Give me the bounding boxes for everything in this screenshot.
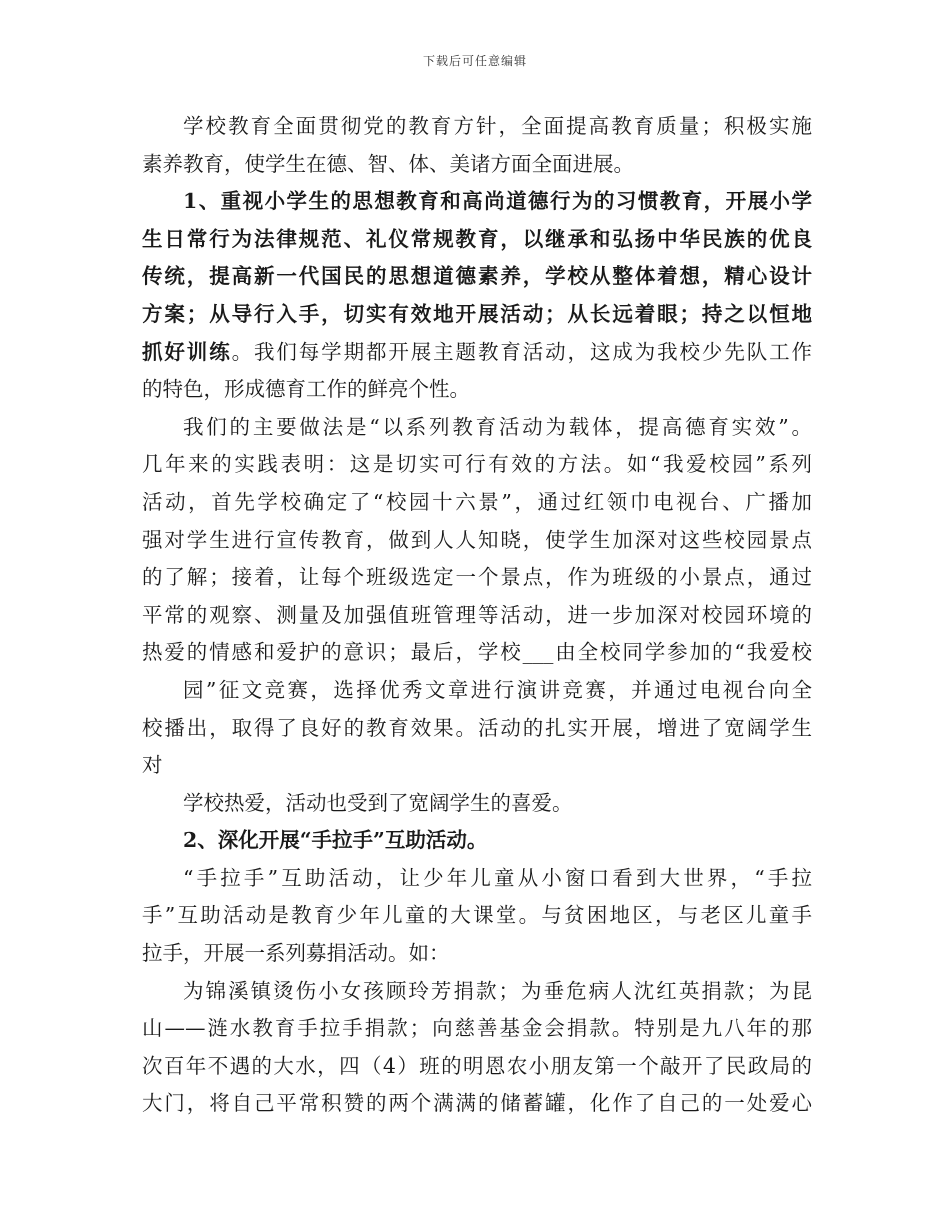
line-text: 对 <box>142 753 163 778</box>
line-text: 我们的主要做法是“以系列教育活动为载体，提高德育实效”。 <box>183 414 812 439</box>
text-line <box>142 409 812 447</box>
text-line <box>142 710 812 748</box>
line-text: 手”互助活动是教育少年儿童的大课堂。与贫困地区，与老区儿童手 <box>142 903 812 928</box>
line-text: 活动，首先学校确定了“校园十六景”，通过红领巾电视台、广播加 <box>142 489 812 514</box>
text-line <box>142 634 812 672</box>
text-line <box>142 334 812 372</box>
text-line <box>142 371 812 409</box>
line-text: 园”征文竞赛，选择优秀文章进行演讲竞赛，并通过电视台向全 <box>183 677 812 702</box>
page-header: 下载后可任意编辑 <box>422 54 527 68</box>
line-text: 次百年不遇的大水，四（4）班的明恩农小朋友第一个敲开了民政局的 <box>142 1053 812 1078</box>
line-text: 。我们每学期都开展主题教育活动，这成为我校少先队工作 <box>231 339 813 364</box>
line-text: 方案；从导行入手，切实有效地开展活动；从长远着眼；持之以恒地 <box>142 301 812 326</box>
line-text: 传统，提高新一代国民的思想道德素养，学校从整体着想，精心设计 <box>142 264 812 289</box>
text-line <box>142 935 812 973</box>
text-line <box>142 747 812 785</box>
body-text <box>142 108 812 1123</box>
text-line <box>142 1048 812 1086</box>
text-line <box>142 183 812 221</box>
line-text: 1、重视小学生的思想教育和高尚道德行为的习惯教育，开展小学 <box>183 189 812 214</box>
line-text: 校播出，取得了良好的教育效果。活动的扎实开展，增进了宽阔学生 <box>142 715 812 740</box>
text-line <box>142 672 812 710</box>
text-line <box>142 258 812 296</box>
line-text: 拉手，开展一系列募捐活动。如： <box>142 941 450 966</box>
line-text: 的特色，形成德育工作的鲜亮个性。 <box>142 377 470 402</box>
text-line <box>142 446 812 484</box>
line-text: 生日常行为法律规范、礼仪常规教育，以继承和弘扬中华民族的优良 <box>142 226 812 251</box>
line-text: 2、深化开展“手拉手”互助活动。 <box>183 828 488 853</box>
text-line <box>142 559 812 597</box>
line-text: “手拉手”互助活动，让少年儿童从小窗口看到大世界，“手拉 <box>183 865 812 890</box>
line-text: 学校热爱，活动也受到了宽阔学生的喜爱。 <box>183 790 573 815</box>
text-line <box>142 1085 812 1123</box>
text-line <box>142 860 812 898</box>
line-text: 几年来的实践表明：这是切实可行有效的方法。如“我爱校园”系列 <box>142 452 812 477</box>
line-text: 为锦溪镇烫伤小女孩顾玲芳捐款；为垂危病人沈红英捐款；为昆 <box>183 978 812 1003</box>
line-text: 强对学生进行宣传教育，做到人人知晓，使学生加深对这些校园景点 <box>142 527 812 552</box>
line-text: 平常的观察、测量及加强值班管理等活动，进一步加深对校园环境的 <box>142 602 812 627</box>
line-text: 的了解；接着，让每个班级选定一个景点，作为班级的小景点，通过 <box>142 565 812 590</box>
text-line <box>142 785 812 823</box>
line-text: 山——涟水教育手拉手捐款；向慈善基金会捐款。特别是九八年的那 <box>142 1016 812 1041</box>
line-text: 大门，将自己平常积赞的两个满满的储蓄罐，化作了自己的一处爱心 <box>142 1091 812 1116</box>
line-text: 学校教育全面贯彻党的教育方针，全面提高教育质量；积极实施 <box>183 114 812 138</box>
text-line <box>142 822 812 860</box>
line-text: 热爱的情感和爱护的意识；最后，学校___由全校同学参加的“我爱校 <box>142 640 812 665</box>
text-line <box>142 973 812 1011</box>
text-line <box>142 221 812 259</box>
text-line <box>142 296 812 334</box>
text-line <box>142 1010 812 1048</box>
text-line <box>142 897 812 935</box>
text-line <box>142 522 812 560</box>
bold-phrase: 抓好训练 <box>142 339 232 364</box>
text-line <box>142 108 812 146</box>
text-line <box>142 484 812 522</box>
text-line <box>142 146 812 184</box>
line-text: 素养教育，使学生在德、智、体、美诸方面全面进展。 <box>142 151 634 176</box>
text-line <box>142 597 812 635</box>
